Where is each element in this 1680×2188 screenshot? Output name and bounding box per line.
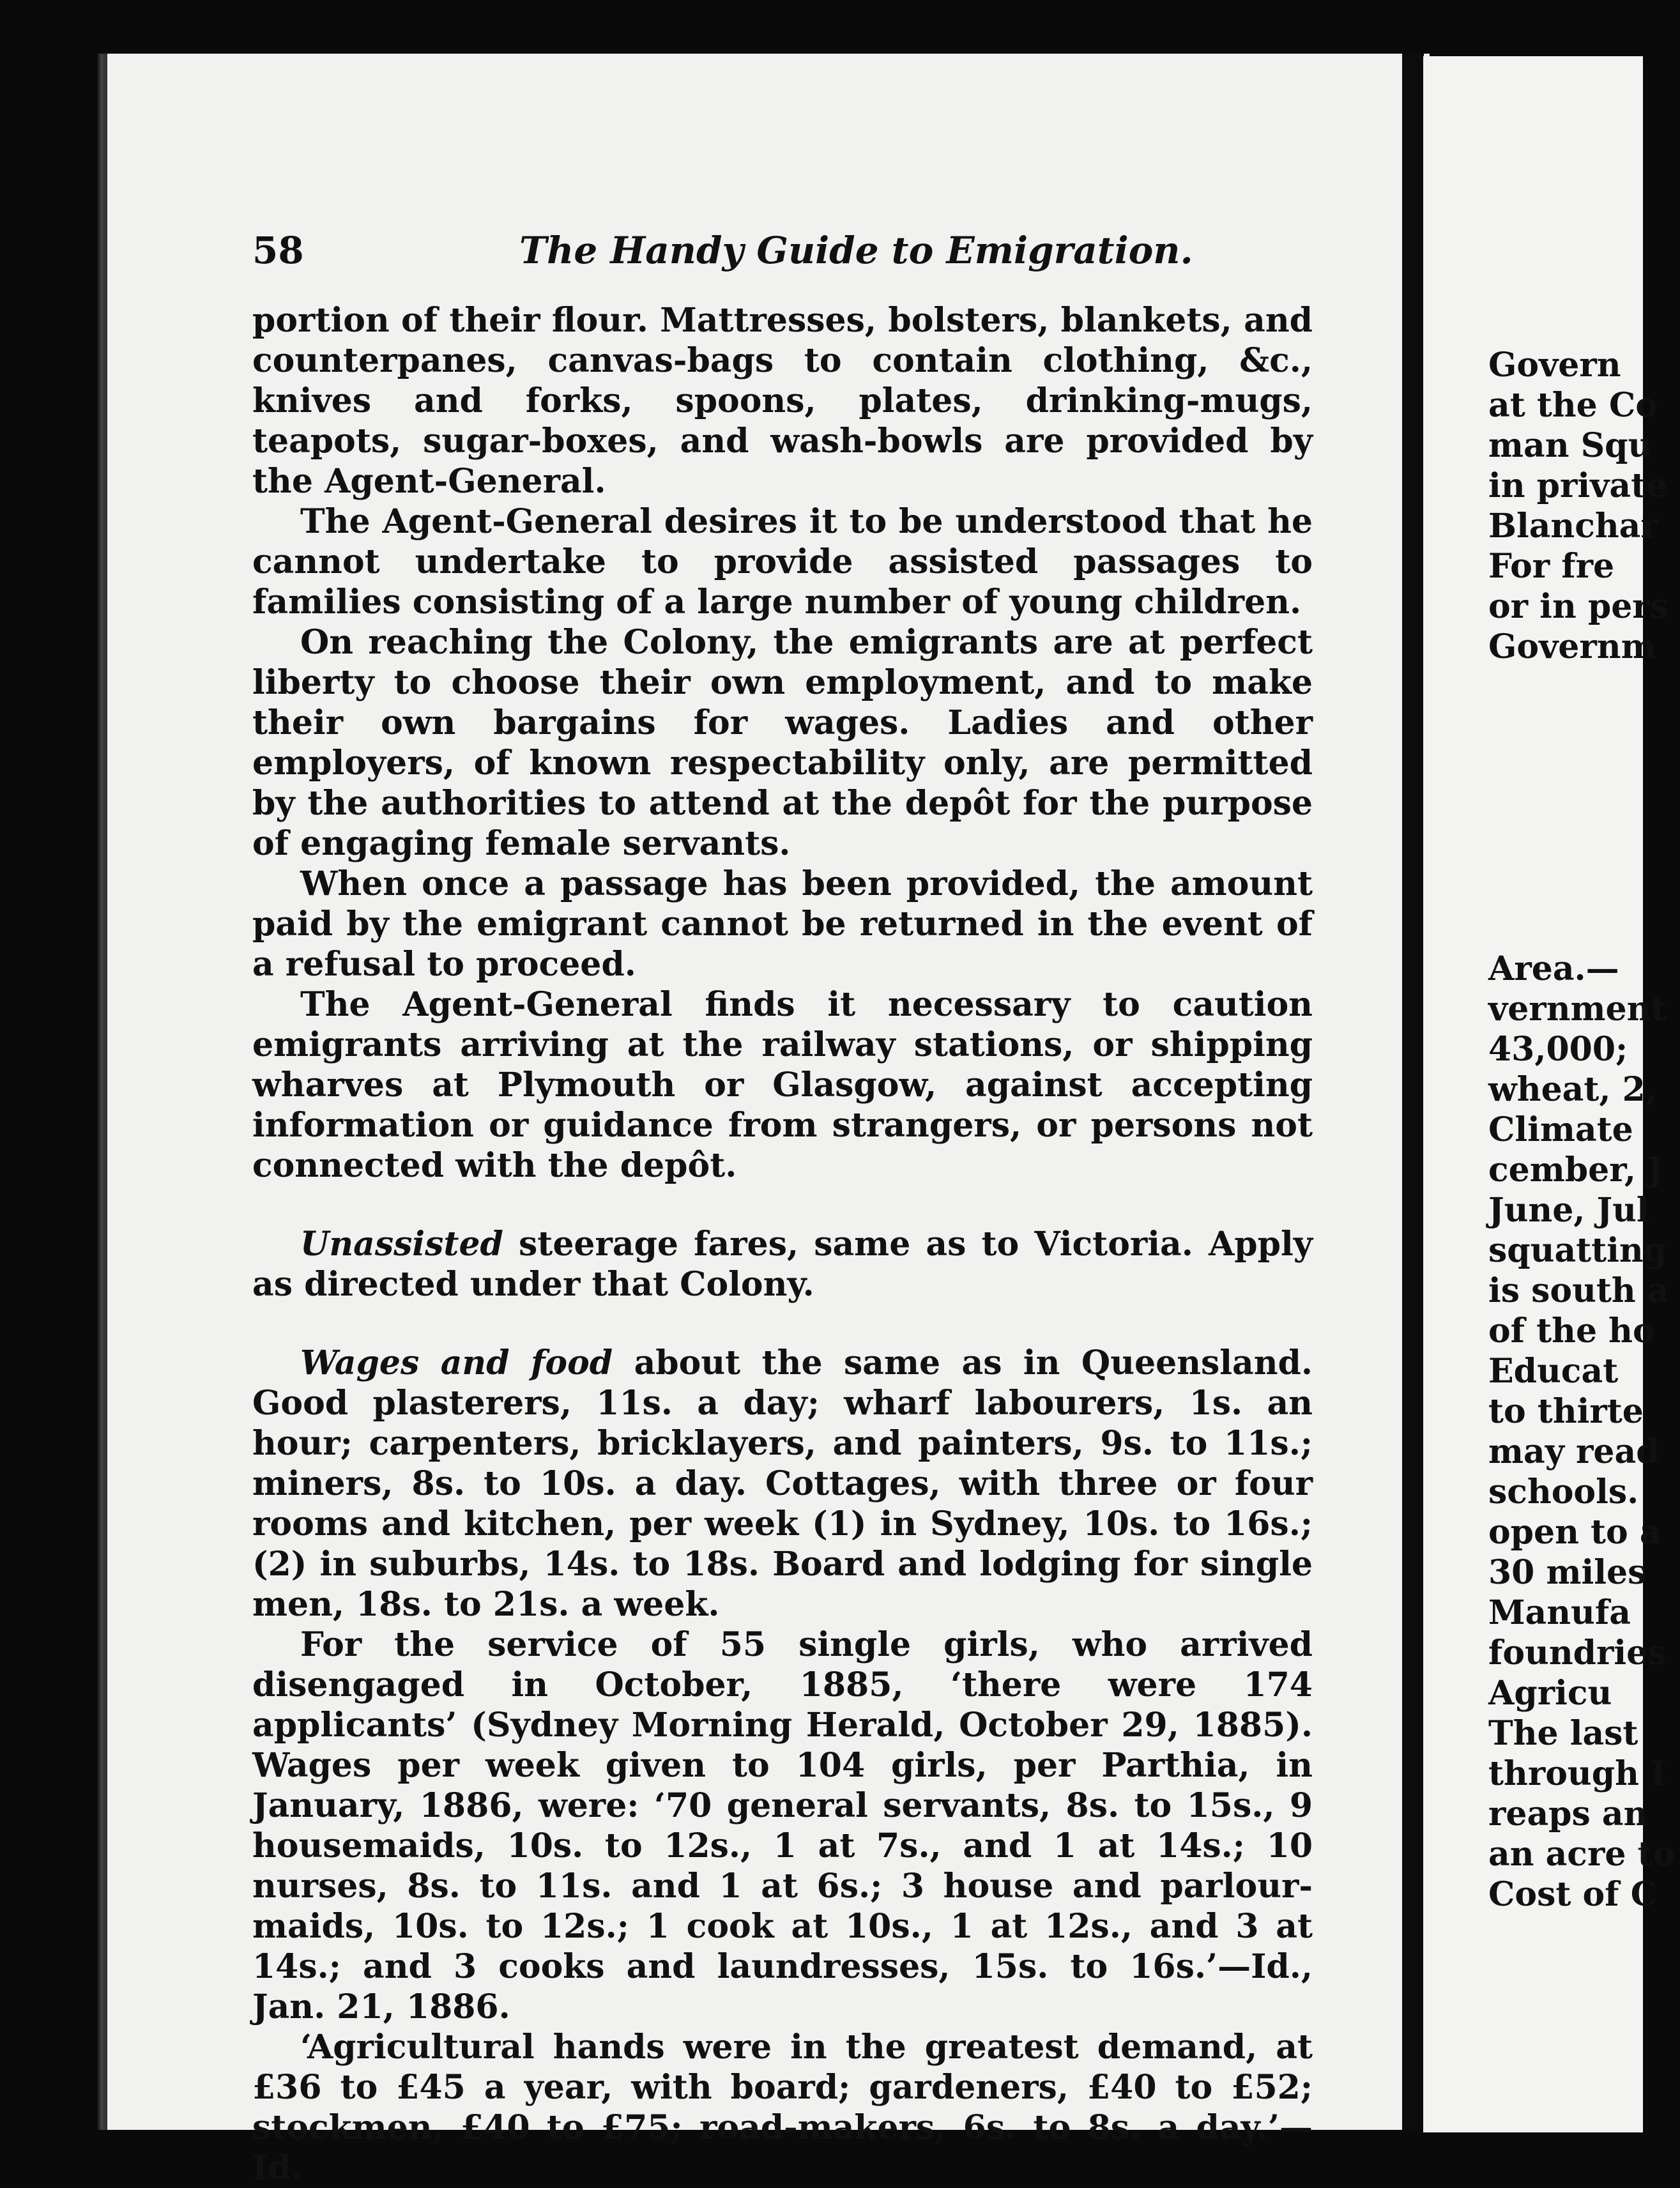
right-page-line: wheat, 2, [1488,1070,1657,1109]
right-page-line: Area.— [1488,949,1619,988]
right-page-line: cember, J [1488,1151,1663,1190]
paragraph-lead: Unassisted [300,1225,503,1264]
right-page-line: Cost of C [1488,1875,1658,1914]
right-page-line [1488,788,1680,828]
paragraph [252,1343,1313,1625]
paragraph: For the service of 55 single girls, who arrived disengaged in October, 1885, ‘there were 174 applicants’ (Sydney Morning Herald, October 29, 1885). Wages per week given to 104 girls, per Parthia, in January, 1886, were: ‘70 general servants, 8s. to 15s., 9 housemaids, 10s. to 12s., 1 at 7s., and 1 at 14s.; 10 nurses, 8s. to 11s. and 1 at 6s.; 3 house and parlour-maids, 10s. to 12s.; 1 cook at 10s., 1 at 12s., and 3 at 14s.; and 3 cooks and laundresses, 15s. to 16s.’—Id., Jan. 21, 1886. [252,1625,1313,2026]
right-page-line [1488,868,1680,908]
right-page-line: The last [1488,1714,1638,1753]
paragraph: The Agent-General desires it to be understood that he cannot undertake to provide assisted passages to families consisting of a large number of young children. [252,502,1313,622]
right-page-line: schools. [1488,1473,1639,1511]
paragraph [252,1224,1313,1304]
right-page-line: is south a [1488,1271,1669,1310]
right-page-line: man Squ [1488,426,1653,465]
right-page-line: open to a [1488,1513,1661,1552]
page-number: 58 [252,229,304,272]
body-text [252,300,1313,2188]
right-page-line: 30 miles [1488,1553,1647,1592]
right-page-line: foundries [1488,1633,1667,1672]
right-page-line: Agricu [1488,1674,1612,1713]
right-page-line: or in pers [1488,587,1669,626]
page-title: The Handy Guide to Emigration. [519,229,1193,272]
right-page-line [1488,908,1680,949]
right-page-line: to thirte [1488,1392,1644,1431]
right-page-line: Manufa [1488,1593,1631,1632]
paragraph-rest: about the same as in Queensland. Good plasterers, 11s. a day; wharf labourers, 1s. an hour; carpenters, bricklayers, and painters, 9s. to 11s.; miners, 8s. to 10s. a day. Cottages, with three or four rooms and kitchen, per week (1) in Sydney, 10s. to 16s.; (2) in suburbs, 14s. to 18s. Board and lodging for single men, 18s. to 21s. a week. [252,1343,1313,1624]
paragraph-rest: steerage fares, same as to Victoria. Apply as directed under that Colony. [252,1225,1313,1304]
right-page-line [1488,667,1680,707]
right-page-line: through I [1488,1754,1667,1793]
right-page-line: June, Jul [1488,1191,1649,1230]
right-page-line: an acre to [1488,1835,1676,1874]
running-head [252,229,1319,272]
paragraph: ‘Agricultural hands were in the greatest demand, at £36 to £45 a year, with board; gardeners, £40 to £52; stockmen, £40 to £75; road-makers, 6s. to 8s. a day.’—Id. [252,2028,1313,2187]
right-page-line: in private [1488,466,1668,505]
right-page-line: For fre [1488,547,1615,586]
right-page-line: Educat [1488,1352,1619,1391]
right-page-line: vernment [1488,990,1667,1029]
paragraph: portion of their flour. Mattresses, bolsters, blankets, and counterpanes, canvas-bags to contain clothing, &c., knives and forks, spoons, plates, drinking-mugs, teapots, sugar-boxes, and wash-bowls are provided by the Agent-General. [252,301,1313,501]
right-page-line: Governm [1488,627,1656,666]
right-page-line: 43,000; [1488,1030,1628,1069]
paragraph: On reaching the Colony, the emigrants are at perfect liberty to choose their own employment, and to make their own bargains for wages. Ladies and other employers, of known respectability only, are permitted by the authorities to attend at the depôt for the purpose of engaging female servants. [252,623,1313,863]
paragraph-lead: Wages and food [300,1343,613,1382]
right-page-text [1488,345,1680,1915]
right-page-line: of the ho [1488,1312,1655,1350]
right-page-line [1488,747,1680,788]
right-page-line: may read [1488,1432,1660,1471]
paragraph: The Agent-General finds it necessary to caution emigrants arriving at the railway stations, or shipping wharves at Plymouth or Glasgow, against accepting information or guidance from strangers, or persons not connected with the depôt. [252,985,1313,1185]
right-page-line: reaps an [1488,1794,1648,1833]
right-page-line [1488,828,1680,868]
right-page-line: squatting [1488,1231,1667,1270]
right-page-line: Govern [1488,346,1621,385]
right-page-line: at the Co [1488,386,1658,425]
paragraph: When once a passage has been provided, the amount paid by the emigrant cannot be returned in the event of a refusal to proceed. [252,864,1313,984]
right-page-line: Climate [1488,1110,1633,1149]
right-page-line [1488,707,1680,747]
right-page-line: Blanchar [1488,507,1658,546]
page-gutter [1402,54,1424,2130]
